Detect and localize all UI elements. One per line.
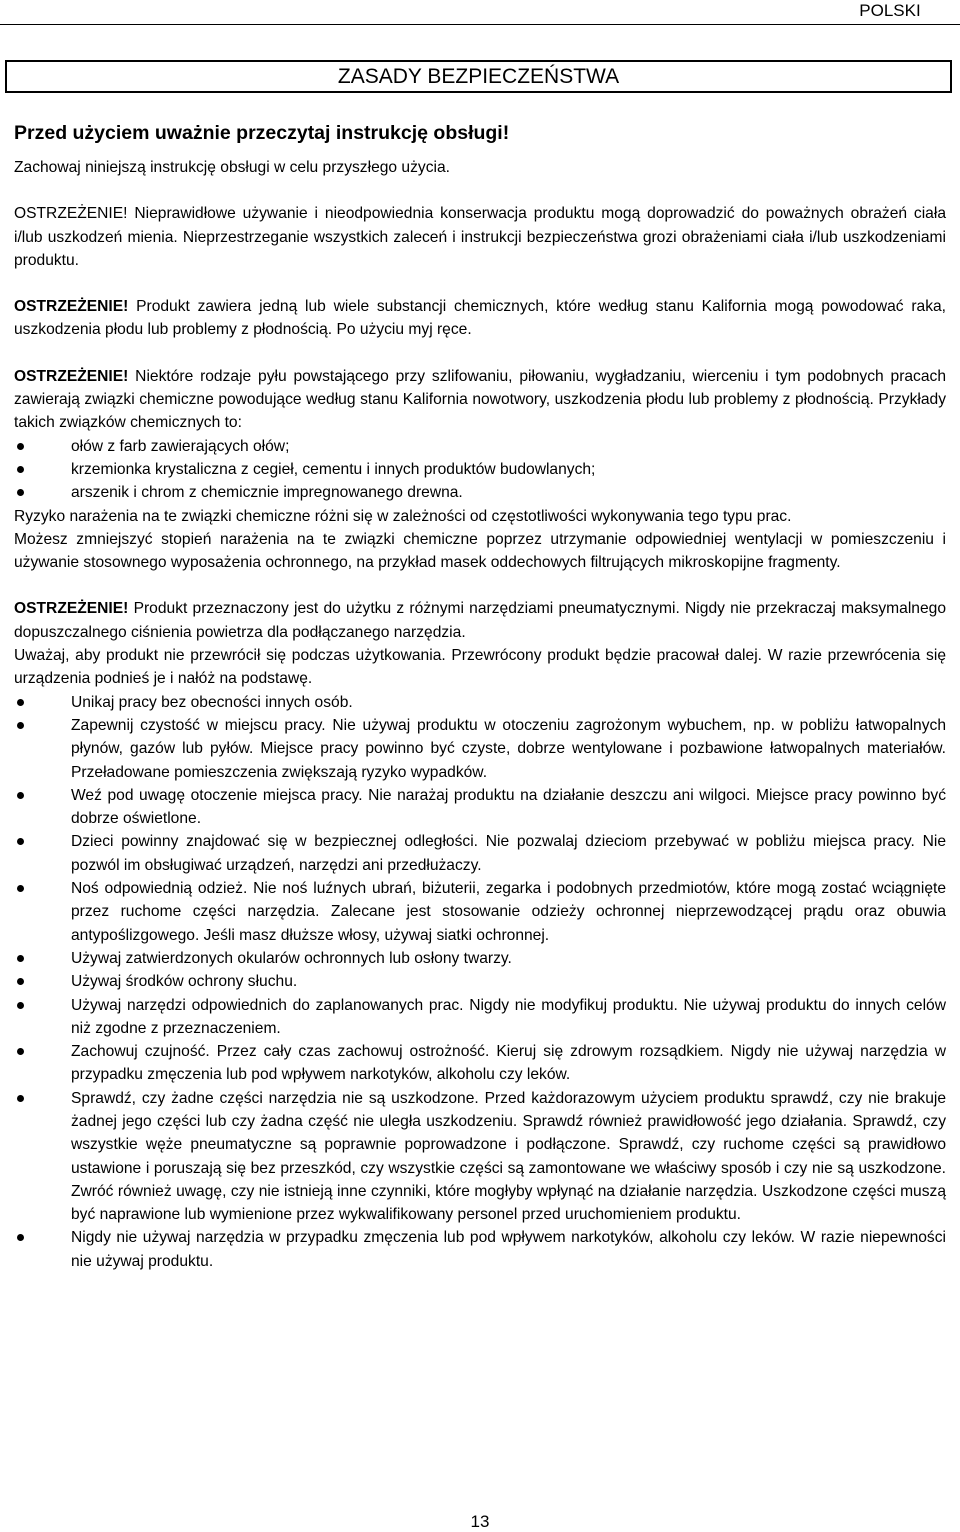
list-item: Unikaj pracy bez obecności innych osób. xyxy=(14,691,946,714)
bullet-icon xyxy=(17,792,24,799)
warning-text: Nieprawidłowe używanie i nieodpowiednia konserwacja produktu mogą doprowadzić do poważnych obrażeń ciała i/lub uszkodzeń mienia. Nieprzestrzeganie wszystkich zaleceń i instrukcji bezpieczeństwa grozi obrażeniami ciała i/lub uszkodzeniami produktu. xyxy=(14,205,946,269)
bullet-icon xyxy=(17,1002,24,1009)
reduce-note: Możesz zmniejszyć stopień narażenia na te związki chemiczne poprzez utrzymanie odpowiedniej wentylacji w pomieszczeniu i używanie stosownego wyposażenia ochronnego, na przykład masek oddechowych filtrujących mikroskopijne fragmenty. xyxy=(14,530,946,572)
bullet-icon xyxy=(17,955,24,962)
list-item: Noś odpowiednią odzież. Nie noś luźnych ubrań, biżuterii, zegarka i podobnych przedmiotów, które mogą zostać wciągnięte przez ruchome części narzędzia. Zalecane jest stosowanie odzieży ochronnej nieprzewodzącej prądu oraz obuwia antypoślizgowego. Jeśli masz dłuższe włosy, używaj siatki ochronnej. xyxy=(14,877,946,947)
document-body xyxy=(14,120,946,1273)
bullet-icon xyxy=(17,443,24,450)
warning-text: Niektóre rodzaje pyłu powstającego przy szlifowaniu, piłowaniu, wygładzaniu, wierceniu i tym podobnych pracach zawierają związki chemiczne powodujące według stanu Kalifornia nowotwory, uszkodzenia płodu lub problemy z płodnością. Przykłady takich związków chemicznych to: xyxy=(14,367,946,432)
safety-rules-list xyxy=(14,691,946,1273)
bullet-icon xyxy=(17,699,24,706)
warning-text: Produkt zawiera jedną lub wiele substancji chemicznych, które według stanu Kalifornia mogą powodować raka, uszkodzenia płodu lub problemy z płodnością. Po użyciu myj ręce. xyxy=(14,298,946,339)
language-label: POLSKI xyxy=(859,1,921,20)
warning-label: OSTRZEŻENIE! xyxy=(14,205,128,223)
warning-paragraph-2 xyxy=(14,295,946,342)
subtitle: Przed użyciem uważnie przeczytaj instrukcję obsługi! xyxy=(14,122,510,144)
header-divider xyxy=(0,24,960,25)
warning-paragraph-1 xyxy=(14,202,946,272)
list-item: Zapewnij czystość w miejscu pracy. Nie używaj produktu w otoczeniu zagrożonym wybuchem, np. w pobliżu łatwopalnych płynów, gazów lub pyłów. Miejsce pracy powinno być czyste, dobrze wentylowane i pozbawione łatwopalnych materiałów. Przeładowane pomieszczenia zwiększają ryzyko wypadków. xyxy=(14,714,946,784)
bullet-icon xyxy=(17,1048,24,1055)
warning-label: OSTRZEŻENIE! xyxy=(14,367,129,385)
bullet-icon xyxy=(17,466,24,473)
bullet-icon xyxy=(17,978,24,985)
list-item: Używaj zatwierdzonych okularów ochronnych lub osłony twarzy. xyxy=(14,947,946,970)
list-item: krzemionka krystaliczna z cegieł, cementu i innych produktów budowlanych; xyxy=(14,458,946,481)
bullet-icon xyxy=(17,1095,24,1102)
warning-text: Produkt przeznaczony jest do użytku z różnymi narzędziami pneumatycznymi. Nigdy nie przekraczaj maksymalnego dopuszczalnego ciśnienia powietrza dla podłączanego narzędzia. xyxy=(14,600,946,641)
warning-paragraph-4 xyxy=(14,597,946,644)
risk-note: Ryzyko narażenia na te związki chemiczne różni się w zależności od częstotliwości wykonywania tego typu prac. xyxy=(14,507,792,525)
warning-paragraph-3 xyxy=(14,365,946,435)
warning-label: OSTRZEŻENIE! xyxy=(14,298,129,316)
bullet-icon xyxy=(17,885,24,892)
tip-over-note: Uważaj, aby produkt nie przewrócił się podczas użytkowania. Przewrócony produkt będzie pracował dalej. W razie przewrócenia się urządzenia podnieś je i nałóż na podstawę. xyxy=(14,647,946,688)
bullet-icon xyxy=(17,1234,24,1241)
bullet-icon xyxy=(17,489,24,496)
list-item: Nigdy nie używaj narzędzia w przypadku zmęczenia lub pod wpływem narkotyków, alkoholu czy leków. W razie niepewności nie używaj produktu. xyxy=(14,1226,946,1273)
list-item: Używaj środków ochrony słuchu. xyxy=(14,970,946,993)
list-item: Sprawdź, czy żadne części narzędzia nie są uszkodzone. Przed każdorazowym użyciem produktu sprawdź, czy nie brakuje żadnej jego części lub czy żadna część nie uległa uszkodzeniu. Sprawdź również prawidłowość jego działania. Sprawdź, czy wszystkie węże pneumatyczne są poprawnie poprowadzone i podłączone. Sprawdź, czy ruchome części są prawidłowo ustawione i poruszają się bez przeszkód, czy wszystkie części są zamontowane we właściwy sposób i czy nie są uszkodzone. Zwróć również uwagę, czy nie istnieją inne czynniki, które mogłyby wpłynąć na działanie narzędzia. Uszkodzone części muszą być naprawione lub wymienione przez wykwalifikowany personel przed uruchomieniem produktu. xyxy=(14,1087,946,1227)
warning-label: OSTRZEŻENIE! xyxy=(14,600,129,618)
list-item: Weź pod uwagę otoczenie miejsca pracy. Nie narażaj produktu na działanie deszczu ani wilgoci. Miejsce pracy powinno być dobrze oświetlone. xyxy=(14,784,946,831)
page-title: ZASADY BEZPIECZEŃSTWA xyxy=(337,65,620,88)
list-item: arszenik i chrom z chemicznie impregnowanego drewna. xyxy=(14,481,946,504)
page-number: 13 xyxy=(470,1512,490,1531)
bullet-icon xyxy=(17,722,24,729)
title-box xyxy=(5,60,952,93)
bullet-icon xyxy=(17,838,24,845)
chemical-examples-list xyxy=(14,435,946,505)
list-item: Zachowuj czujność. Przez cały czas zachowuj ostrożność. Kieruj się zdrowym rozsądkiem. Nigdy nie używaj narzędzia w przypadku zmęczenia lub pod wpływem narkotyków, alkoholu czy leków. xyxy=(14,1040,946,1087)
list-item: Używaj narzędzi odpowiednich do zaplanowanych prac. Nigdy nie modyfikuj produktu. Nie używaj produktu do innych celów niż zgodne z przeznaczeniem. xyxy=(14,994,946,1041)
list-item: Dzieci powinny znajdować się w bezpiecznej odległości. Nie pozwalaj dzieciom przebywać w pobliżu miejsca pracy. Nie pozwól im obsługiwać urządzeń, narzędzi ani przedłużaczy. xyxy=(14,830,946,877)
intro-paragraph: Zachowaj niniejszą instrukcję obsługi w celu przyszłego użycia. xyxy=(14,159,450,176)
list-item: ołów z farb zawierających ołów; xyxy=(14,435,946,458)
